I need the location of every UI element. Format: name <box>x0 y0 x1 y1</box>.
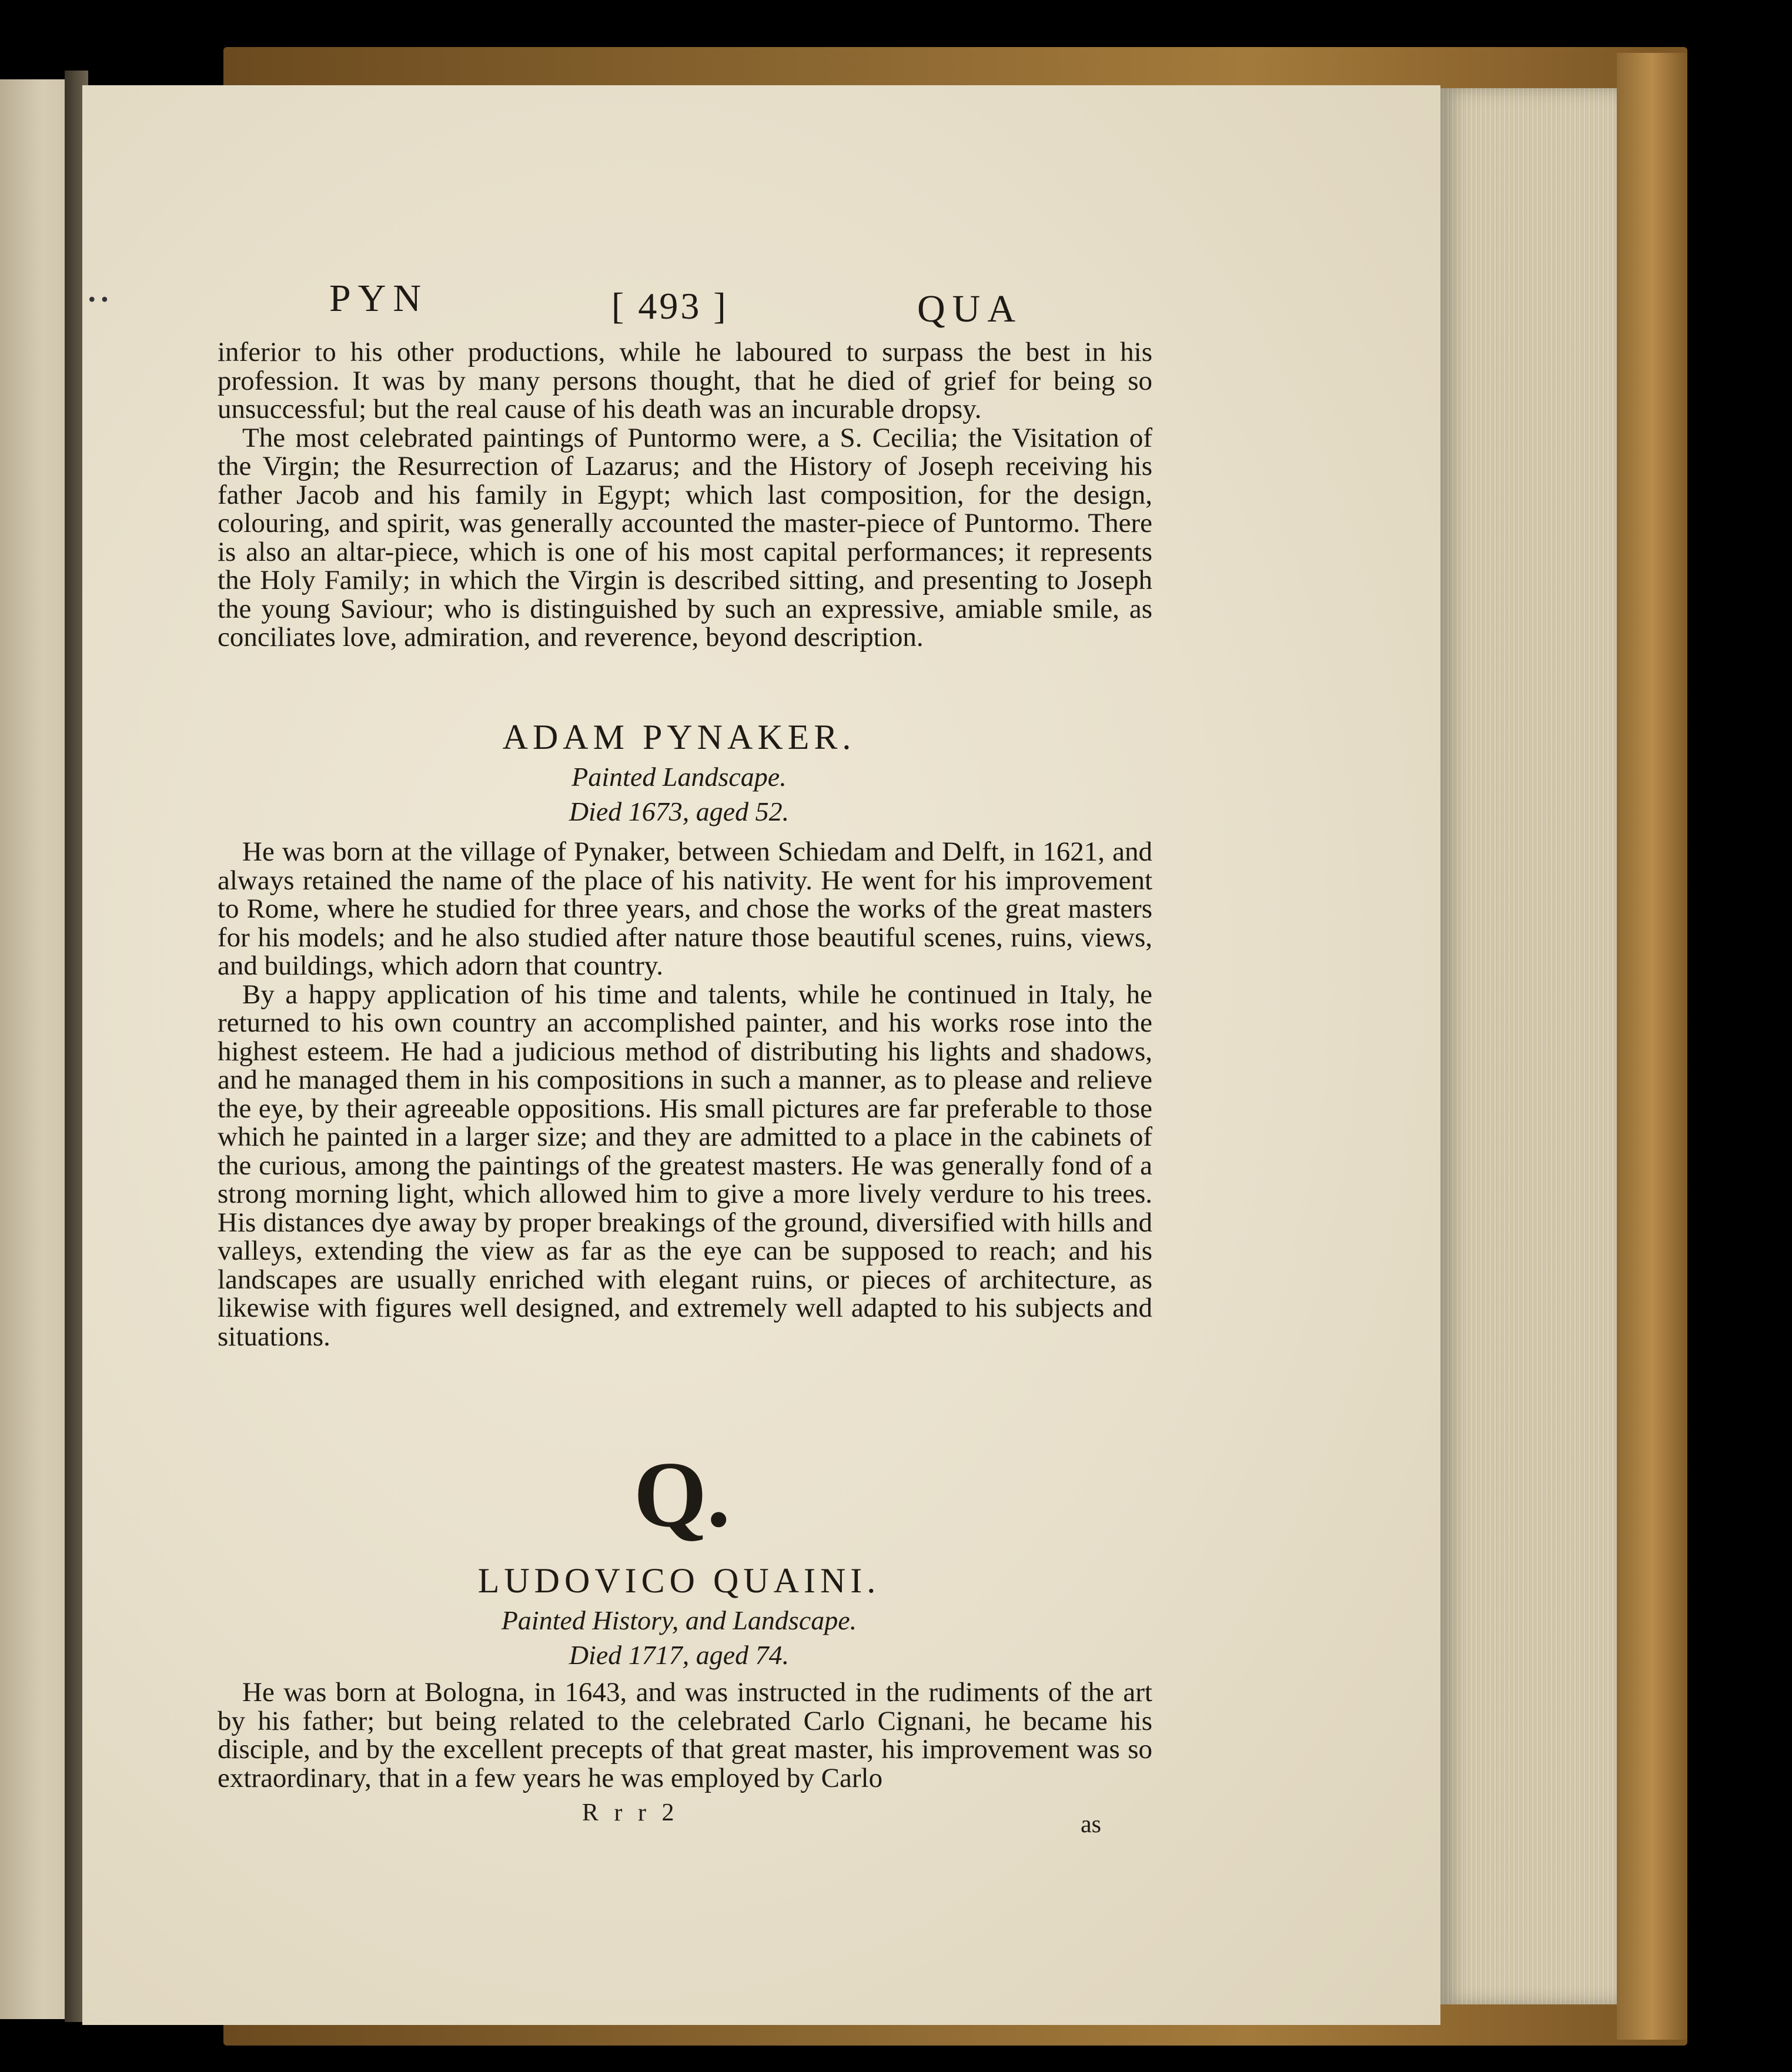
left-page-mark: • • <box>88 287 109 311</box>
artist-subject: Painted Landscape. <box>571 762 787 792</box>
paragraph: By a happy application of his time and talents, while he continued in Italy, he returned to his own country an accomplished painter, and his works rose into the highest esteem. He had a judicious method of distributing his lights and shadows, and he managed them in his compositions in such a manner, as to please and relieve the eye, by their agreeable oppositions. His small pictures are far preferable to those which he painted in a larger size; and they are admitted to a place in the cabinets of the curious, among the paintings of the greatest masters. He was generally fond of a strong morning light, which allowed him to give a more lively verdure to his trees. His distances dye away by proper breakings of the ground, diversified with hills and valleys, extending the view as far as the eye can be supposed to reach; and his landscapes are usually enriched with elegant ruins, or pieces of architecture, as likewise with figures well designed, and extremely well adapted to his subjects and situations. <box>218 979 1152 1352</box>
signature-mark: R r r 2 <box>582 1799 679 1826</box>
section-letter: Q. <box>633 1442 731 1547</box>
entry-text-pynaker <box>218 838 1152 1351</box>
running-head-left: PYN <box>329 277 429 320</box>
entry-heading-quaini <box>212 1561 1146 1671</box>
paragraph: He was born at the village of Pynaker, between Schiedam and Delft, in 1621, and always retained the name of the place of his nativity. He went for his improvement to Rome, where he studied for three years, and chose the works of the great masters for his models; and he also studied after nature those beautiful scenes, ruins, views, and buildings, which adorn that country. <box>218 836 1152 981</box>
entry-heading-pynaker <box>212 717 1146 827</box>
running-head-right: QUA <box>917 287 1022 330</box>
artist-name: ADAM PYNAKER. <box>502 718 856 757</box>
paragraph: inferior to his other productions, while he laboured to surpass the best in his profession. It was by many persons thought, that he died of grief for being so unsuccessful; but the real cause of his death was an incurable dropsy. <box>218 337 1152 424</box>
artist-dates: Died 1673, aged 52. <box>569 796 790 826</box>
entry-text-quaini <box>218 1678 1152 1792</box>
running-head <box>329 276 1094 347</box>
artist-subject: Painted History, and Landscape. <box>501 1605 857 1635</box>
artist-dates: Died 1717, aged 74. <box>569 1640 790 1670</box>
paragraph: The most celebrated paintings of Puntormo were, a S. Cecilia; the Visitation of the Virgin; the Resurrection of Lazarus; and the History of Joseph receiving his father Jacob and his family in Egypt; which last composition, for the design, colouring, and spirit, was generally accounted the master-piece of Puntormo. There is also an altar-piece, which is one of his most capital performances; it represents the Holy Family; in which the Virgin is described sitting, and presenting to Joseph the young Saviour; who is distinguished by such an expressive, amiable smile, as conciliates love, admiration, and reverence, beyond description. <box>218 422 1152 652</box>
continued-entry-text <box>218 338 1152 652</box>
paragraph: He was born at Bologna, in 1643, and was instructed in the rudiments of the art by his father; but being related to the celebrated Carlo Cignani, he became his disciple, and by the excellent precepts of that great master, his improvement was so extraordinary, that in a few years he was employed by Carlo <box>218 1677 1152 1793</box>
artist-name: LUDOVICO QUAINI. <box>477 1561 881 1600</box>
catchword: as <box>1081 1811 1101 1838</box>
page-number: [ 493 ] <box>611 285 728 327</box>
